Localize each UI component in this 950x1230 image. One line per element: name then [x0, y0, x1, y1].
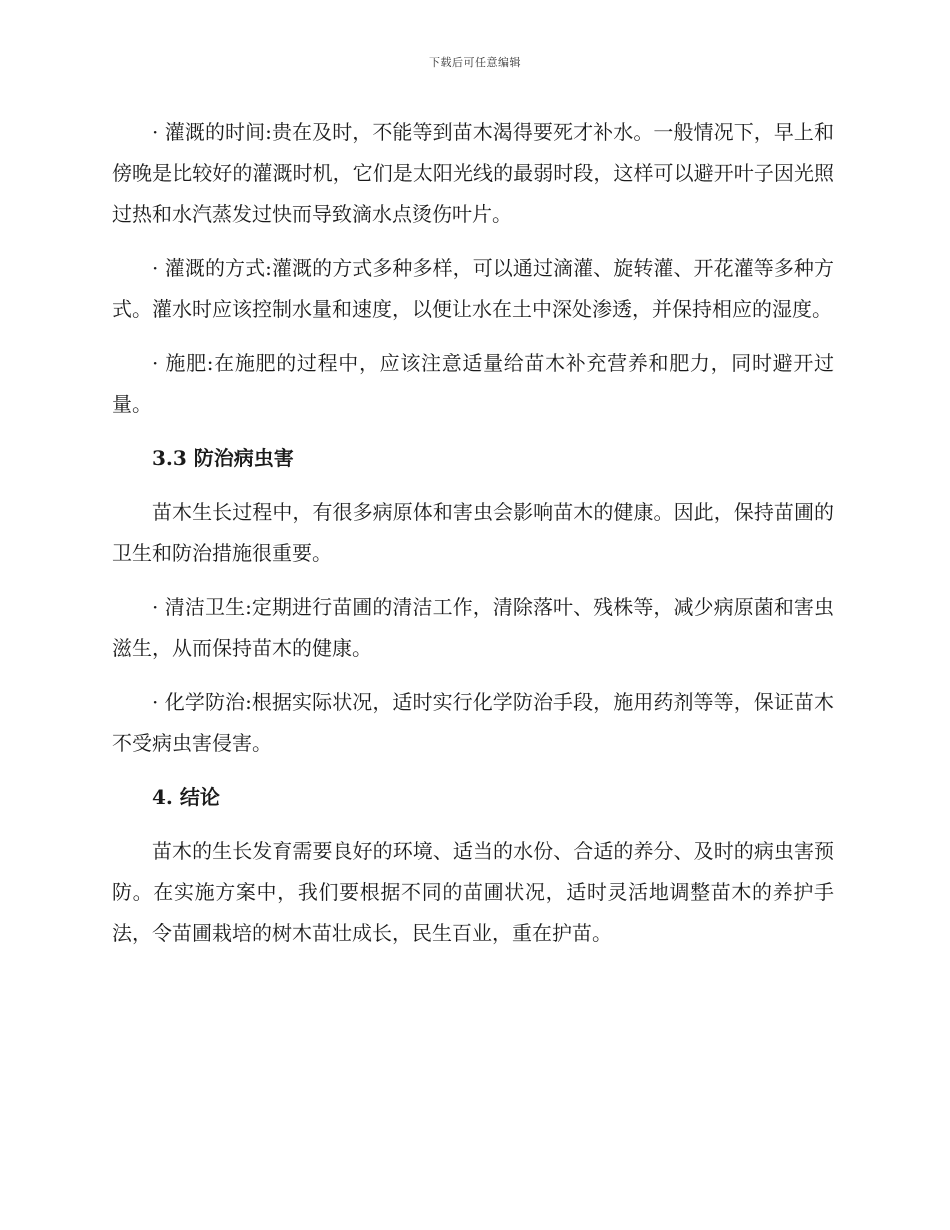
paragraph-conclusion: 苗木的生长发育需要良好的环境、适当的水份、合适的养分、及时的病虫害预防。在实施方案中，我们要根据不同的苗圃状况，适时灵活地调整苗木的养护手法，令苗圃栽培的树木苗壮成长，民生百业，重在护苗。	[112, 839, 834, 945]
paragraph-fertilizing: · 施肥:在施肥的过程中，应该注意适量给苗木补充营养和肥力，同时避开过量。	[112, 351, 834, 416]
page-header: 下载后可任意编辑	[429, 56, 521, 69]
section-heading-conclusion: 4. 结论	[152, 785, 220, 809]
paragraph-pest-intro: 苗木生长过程中，有很多病原体和害虫会影响苗木的健康。因此，保持苗圃的卫生和防治措施很重要。	[112, 500, 834, 565]
section-heading-pest-control: 3.3 防治病虫害	[152, 446, 294, 470]
paragraph-cleaning: · 清洁卫生:定期进行苗圃的清洁工作，清除落叶、残株等，减少病原菌和害虫滋生，从而保持苗木的健康。	[112, 595, 834, 660]
document-body	[112, 112, 834, 967]
paragraph-irrigation-method: · 灌溉的方式:灌溉的方式多种多样，可以通过滴灌、旋转灌、开花灌等多种方式。灌水时应该控制水量和速度，以便让水在土中深处渗透，并保持相应的湿度。	[112, 256, 834, 321]
paragraph-chemical-control: · 化学防治:根据实际状况，适时实行化学防治手段，施用药剂等等，保证苗木不受病虫害侵害。	[112, 690, 834, 755]
paragraph-irrigation-timing: · 灌溉的时间:贵在及时，不能等到苗木渴得要死才补水。一般情况下，早上和傍晚是比较好的灌溉时机，它们是太阳光线的最弱时段，这样可以避开叶子因光照过热和水汽蒸发过快而导致滴水点烫伤叶片。	[112, 120, 834, 226]
